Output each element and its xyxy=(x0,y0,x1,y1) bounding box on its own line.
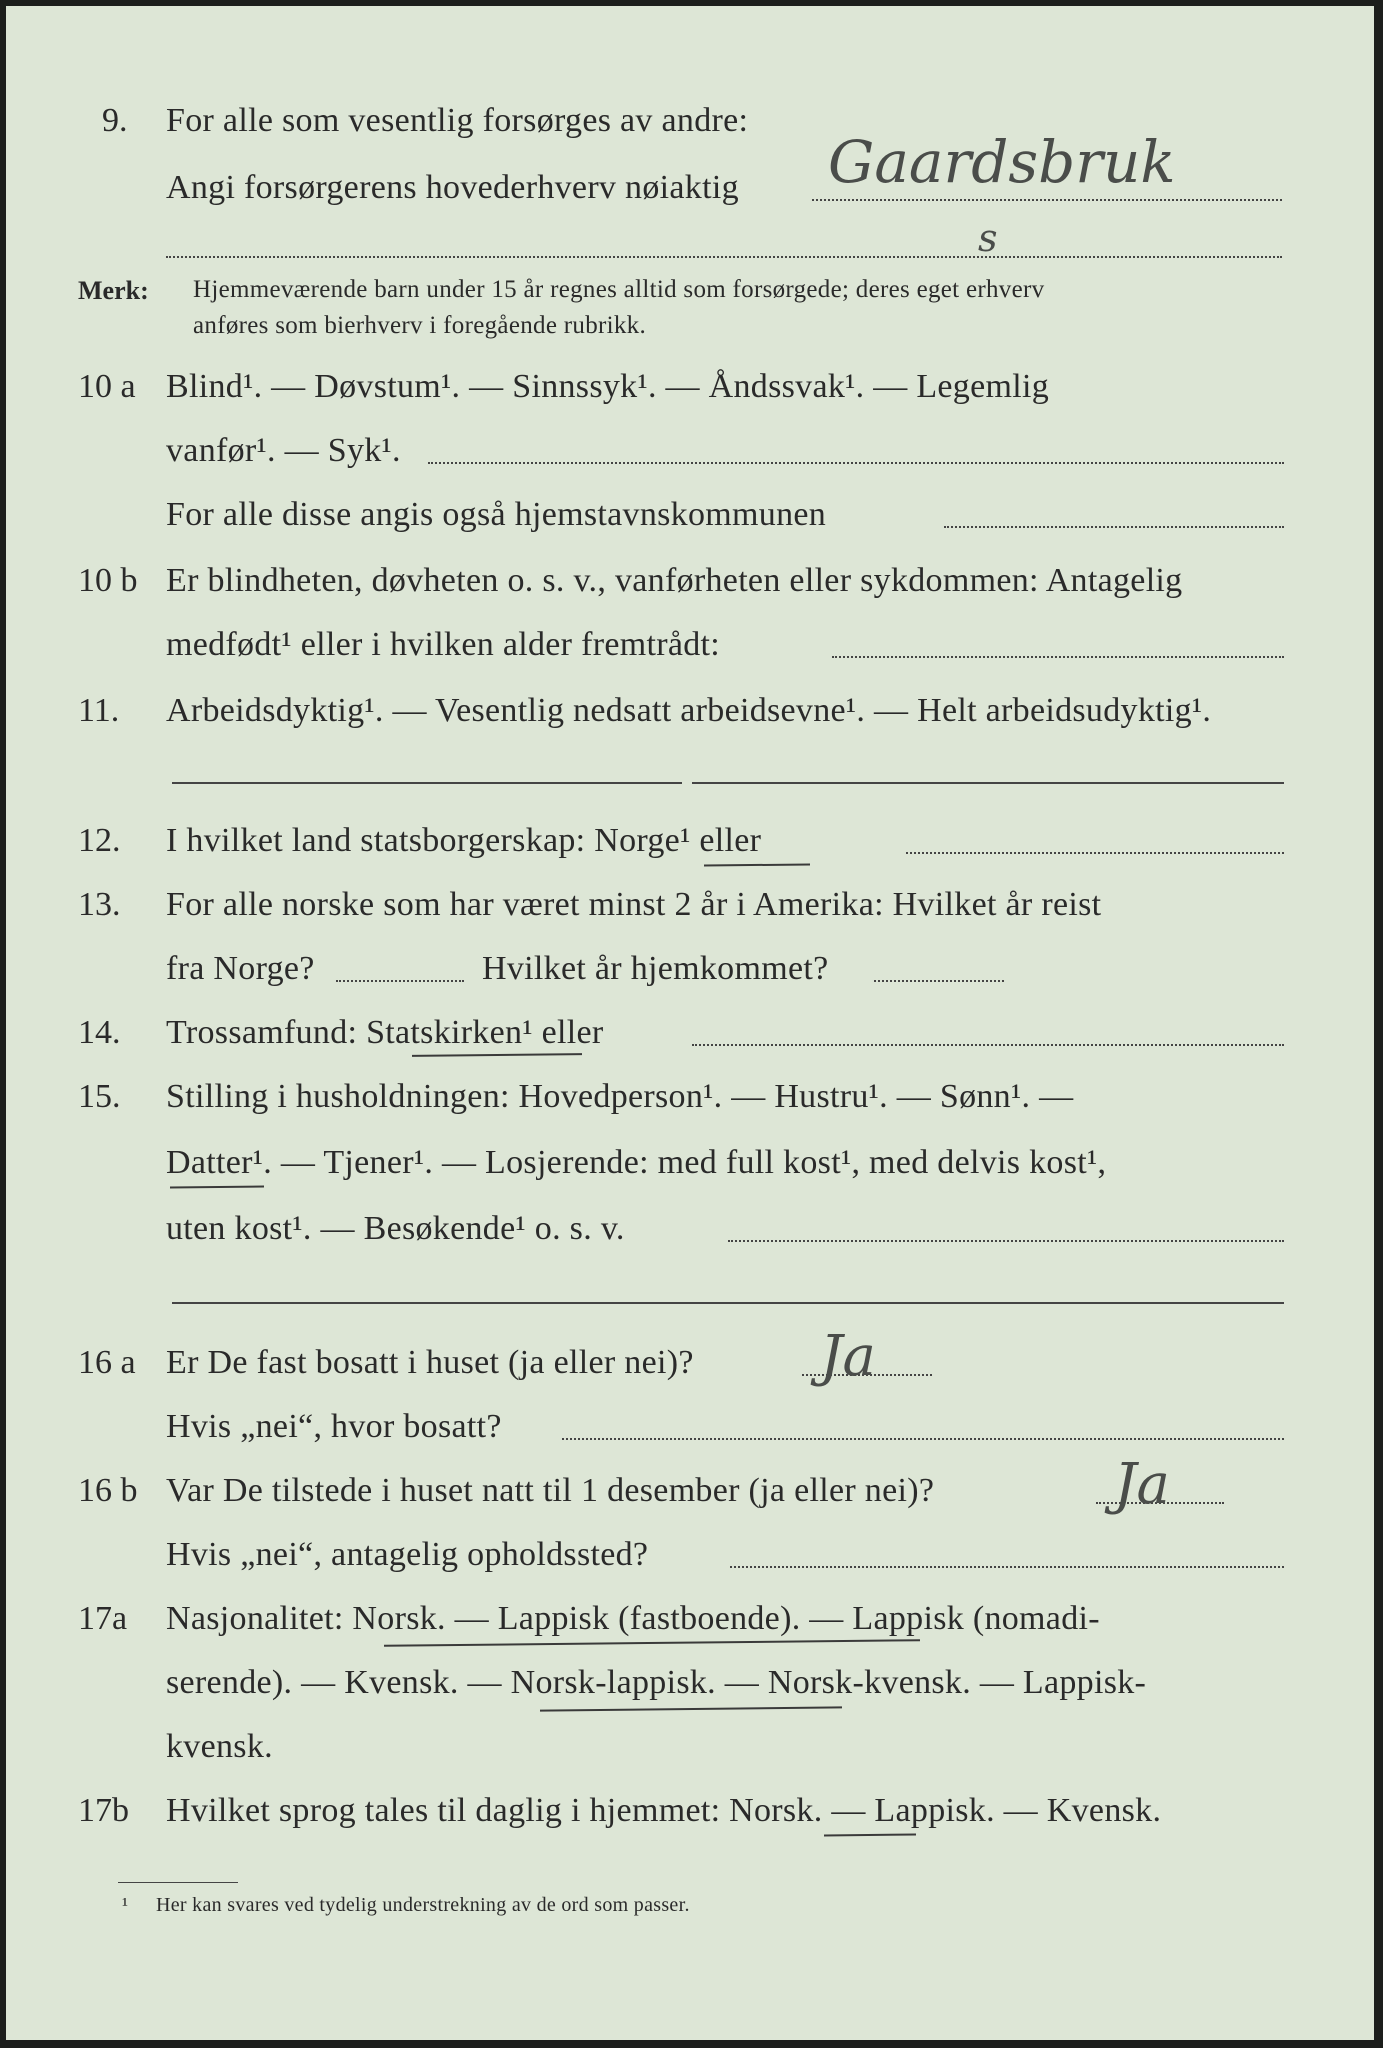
answer-underline xyxy=(540,1706,842,1711)
item-text: fra Norge? xyxy=(166,950,315,987)
item-text: Var De tilstede i huset natt til 1 desember (ja eller nei)? xyxy=(166,1472,935,1509)
fill-line xyxy=(692,782,1284,784)
item-text: serende). — Kvensk. — Norsk-lappisk. — Norsk-kvensk. — Lappisk- xyxy=(166,1664,1147,1701)
item-text: Angi forsørgerens hovederhverv nøiaktig xyxy=(166,169,739,206)
footnote-divider xyxy=(118,1882,238,1883)
item-text: Datter¹. — Tjener¹. — Losjerende: med full kost¹, med delvis kost¹, xyxy=(166,1144,1107,1181)
item-text: Stilling i husholdningen: Hovedperson¹. — Hustru¹. — Sønn¹. — xyxy=(166,1078,1074,1115)
answer-underline xyxy=(412,1053,582,1057)
fill-line xyxy=(944,526,1284,528)
fill-line xyxy=(906,852,1284,854)
item-number: 17a xyxy=(78,1600,128,1637)
handwritten-answer: Ja xyxy=(820,1324,876,1389)
answer-underline xyxy=(704,863,810,866)
item-text: For alle norske som har været minst 2 år i Amerika: Hvilket år reist xyxy=(166,886,1102,923)
fill-line xyxy=(172,782,682,784)
footnote-text: Her kan svares ved tydelig understrekning av de ord som passer. xyxy=(156,1894,690,1916)
fill-line xyxy=(730,1566,1284,1568)
item-text: Hvilket år hjemkommet? xyxy=(482,950,829,987)
item-number: 17b xyxy=(78,1792,129,1829)
item-text: Er blindheten, døvheten o. s. v., vanførheten eller sykdommen: Antagelig xyxy=(166,562,1183,599)
item-number: 10 b xyxy=(78,562,138,599)
item-number: 12. xyxy=(78,822,121,859)
item-text: vanfør¹. — Syk¹. xyxy=(166,432,401,469)
answer-underline xyxy=(170,1186,264,1189)
item-text: uten kost¹. — Besøkende¹ o. s. v. xyxy=(166,1210,625,1247)
item-number: 13. xyxy=(78,886,121,923)
handwritten-answer: Ja xyxy=(1114,1452,1170,1517)
fill-line xyxy=(336,980,464,982)
item-text: I hvilket land statsborgerskap: Norge¹ eller xyxy=(166,822,762,859)
fill-line xyxy=(832,656,1284,658)
item-text: Er De fast bosatt i huset (ja eller nei)? xyxy=(166,1344,694,1381)
item-number: 14. xyxy=(78,1014,121,1051)
item-number: 9. xyxy=(102,102,128,139)
fill-line xyxy=(562,1438,1284,1440)
answer-underline xyxy=(824,1834,916,1837)
item-text: For alle som vesentlig forsørges av andre: xyxy=(166,102,749,139)
note-text: anføres som bierhverv i foregående rubrikk. xyxy=(193,312,647,339)
fill-line xyxy=(692,1044,1284,1046)
item-text: Hvis „nei“, antagelig opholdssted? xyxy=(166,1536,649,1573)
item-number: 16 b xyxy=(78,1472,138,1509)
item-text: Nasjonalitet: Norsk. — Lappisk (fastboende). — Lappisk (nomadi- xyxy=(166,1600,1100,1637)
fill-line xyxy=(172,1302,1284,1304)
item-number: 10 a xyxy=(78,368,136,405)
census-form-page xyxy=(6,6,1374,2040)
fill-line xyxy=(428,462,1284,464)
fill-line xyxy=(874,980,1004,982)
footnote-mark: ¹ xyxy=(122,1894,129,1916)
item-text: Arbeidsdyktig¹. — Vesentlig nedsatt arbeidsevne¹. — Helt arbeidsudyktig¹. xyxy=(166,692,1212,729)
item-number: 16 a xyxy=(78,1344,136,1381)
item-text: For alle disse angis også hjemstavnskommunen xyxy=(166,496,827,533)
note-text: Hjemmeværende barn under 15 år regnes alltid som forsørgede; deres eget erhverv xyxy=(193,276,1045,303)
item-text: medfødt¹ eller i hvilken alder fremtrådt: xyxy=(166,626,721,663)
handwritten-answer-suffix: s xyxy=(978,216,998,260)
note-label: Merk: xyxy=(78,276,149,305)
item-number: 15. xyxy=(78,1078,121,1115)
item-text: Trossamfund: Statskirken¹ eller xyxy=(166,1014,604,1051)
item-text: Hvilket sprog tales til daglig i hjemmet: Norsk. — Lappisk. — Kvensk. xyxy=(166,1792,1162,1829)
item-text: Blind¹. — Døvstum¹. — Sinnssyk¹. — Åndssvak¹. — Legemlig xyxy=(166,368,1050,405)
handwritten-answer: Gaardsbruk xyxy=(828,128,1176,196)
answer-underline xyxy=(384,1639,920,1647)
fill-line xyxy=(728,1240,1284,1242)
item-text: Hvis „nei“, hvor bosatt? xyxy=(166,1408,502,1445)
item-text: kvensk. xyxy=(166,1728,273,1765)
fill-line xyxy=(812,199,1282,201)
item-number: 11. xyxy=(78,692,120,729)
fill-line xyxy=(166,256,1282,258)
